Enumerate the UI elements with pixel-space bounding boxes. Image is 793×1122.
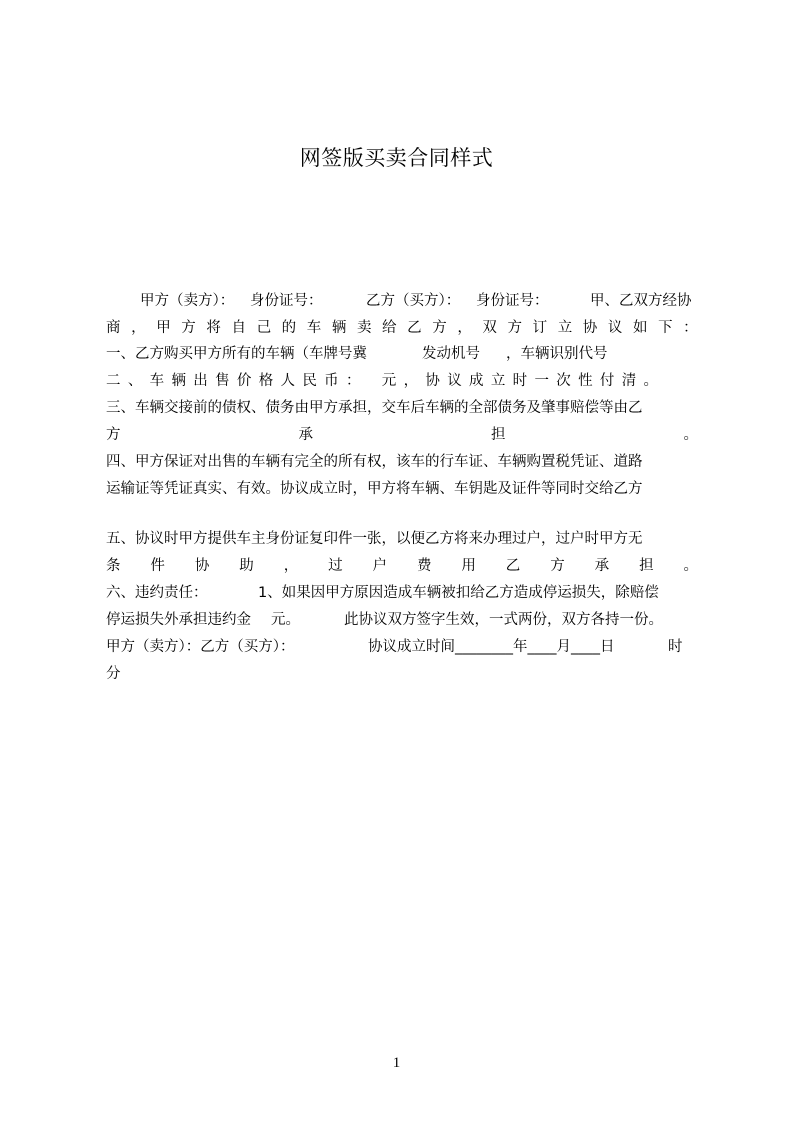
agreement-intro-line: [106, 316, 698, 340]
char: 卖: [356, 320, 372, 336]
clause-2-line: [106, 369, 698, 393]
party-info-line: [106, 289, 698, 313]
char: 元: [381, 373, 397, 389]
clause-4-text: 四、甲方保证对出售的车辆有完全的所有权，该车的行车证、车辆购置税凭证、道路: [106, 454, 643, 470]
char: 辆: [171, 373, 186, 389]
char: 立: [557, 320, 573, 336]
clause-5-continued-line: [106, 554, 698, 578]
char: 时: [512, 373, 528, 389]
party-a-id-label: 身份证号：: [250, 293, 323, 309]
char: 辆: [331, 320, 347, 336]
char: 乙: [407, 320, 422, 336]
char: 如: [632, 320, 648, 336]
minute-line: [106, 662, 698, 686]
char: 二: [106, 373, 121, 389]
clause-4-line: [106, 450, 698, 474]
penalty-text: 停运损失外承担违约金: [106, 612, 251, 628]
char: 人: [280, 373, 295, 389]
liability-item-1: 1、如果因甲方原因造成车辆被扣给乙方造成停运损失，除赔偿: [258, 585, 659, 601]
char: 性: [578, 373, 593, 389]
char: ，: [403, 373, 419, 389]
char: ：: [345, 373, 361, 389]
char: 清: [621, 373, 637, 389]
signature-line: [106, 635, 698, 659]
effect-clause: 此协议双方签字生效，一式两份，双方各持一份。: [344, 612, 663, 628]
signatures-label: 甲方（卖方）：乙方（买方）：: [106, 639, 295, 655]
char: 给: [382, 320, 397, 336]
char: 成: [469, 373, 484, 389]
char: 协: [425, 373, 440, 389]
char: 将: [206, 320, 221, 336]
char: 用: [461, 558, 476, 574]
party-b-id-label: 身份证号：: [476, 293, 549, 309]
char: 承: [298, 427, 313, 443]
char: 。: [643, 373, 658, 389]
char: 协: [194, 558, 210, 574]
char: 方: [507, 320, 522, 336]
clause-5-line: [106, 527, 698, 551]
clause-5-text: 五、协议时甲方提供车主身份证复印件一张，以便乙方将来办理过户，过户时甲方无: [106, 531, 643, 547]
char: 一: [534, 373, 549, 389]
char: 价: [236, 373, 252, 389]
char: 、: [127, 373, 143, 389]
char: 格: [258, 373, 274, 389]
document-title: 网签版买卖合同样式: [299, 146, 494, 170]
char: 的: [281, 320, 297, 336]
clause-1-text: 一、乙方购买甲方所有的车辆（车牌号冀: [106, 346, 367, 362]
char: 甲: [156, 320, 171, 336]
char: 件: [150, 558, 165, 574]
char: 方: [181, 320, 196, 336]
agreement-intro-text: 甲、乙双方经协: [590, 293, 692, 309]
char: 过: [328, 558, 343, 574]
char: 助: [239, 558, 254, 574]
minute-label: 分: [106, 666, 121, 682]
clause-6-line: [106, 581, 698, 605]
char: 担: [639, 558, 654, 574]
char: ，: [283, 558, 299, 574]
char: 车: [149, 373, 165, 389]
char: 商: [106, 320, 121, 336]
char: 议: [607, 320, 623, 336]
vin-label: ，车辆识别代号: [506, 346, 608, 362]
char: 己: [256, 320, 272, 336]
char: 车: [306, 320, 322, 336]
char: 方: [432, 320, 447, 336]
char: 担: [491, 427, 506, 443]
clause-3-line: [106, 396, 698, 420]
date-established-label: 协议成立时间________年____月____日: [368, 639, 615, 655]
liability-label: 六、违约责任：: [106, 585, 208, 601]
page-number: 1: [392, 1055, 401, 1071]
char: 双: [482, 320, 497, 336]
char: 乙: [505, 558, 521, 574]
char: 条: [106, 558, 121, 574]
char: 付: [599, 373, 615, 389]
char: 。: [683, 558, 698, 574]
char: ，: [457, 320, 472, 336]
char: ，: [131, 320, 146, 336]
char: 订: [532, 320, 548, 336]
clause-4-continued-text: 运输证等凭证真实、有效。协议成立时，甲方将车辆、车钥匙及证件等同时交给乙方: [106, 481, 643, 497]
clause-1-line: [106, 342, 698, 366]
party-a-label: 甲方（卖方）：: [140, 293, 235, 309]
clause-6-continued-line: [106, 608, 698, 632]
clause-3-text: 三、车辆交接前的债权、债务由甲方承担，交车后车辆的全部债务及肇事赔偿等由乙: [106, 400, 643, 416]
hour-label: 时: [668, 639, 683, 655]
char: 方: [550, 558, 565, 574]
char: 费: [416, 558, 432, 574]
char: 自: [231, 320, 246, 336]
char: 售: [215, 373, 230, 389]
clause-4-continued-line: [106, 477, 698, 501]
char: 币: [324, 373, 339, 389]
char: 立: [490, 373, 506, 389]
char: 协: [582, 320, 598, 336]
char: 议: [447, 373, 462, 389]
char: 出: [193, 373, 208, 389]
char: 。: [683, 427, 698, 443]
char: 户: [372, 558, 388, 574]
char: ：: [683, 320, 698, 336]
party-b-label: 乙方（买方）：: [366, 293, 461, 309]
clause-3-continued-line: [106, 423, 698, 447]
char: 下: [658, 320, 673, 336]
char: 民: [302, 373, 317, 389]
engine-number-label: 发动机号: [422, 346, 480, 362]
char: 次: [556, 373, 571, 389]
char: 方: [106, 427, 121, 443]
penalty-unit: 元。: [271, 612, 300, 628]
char: 承: [594, 558, 610, 574]
